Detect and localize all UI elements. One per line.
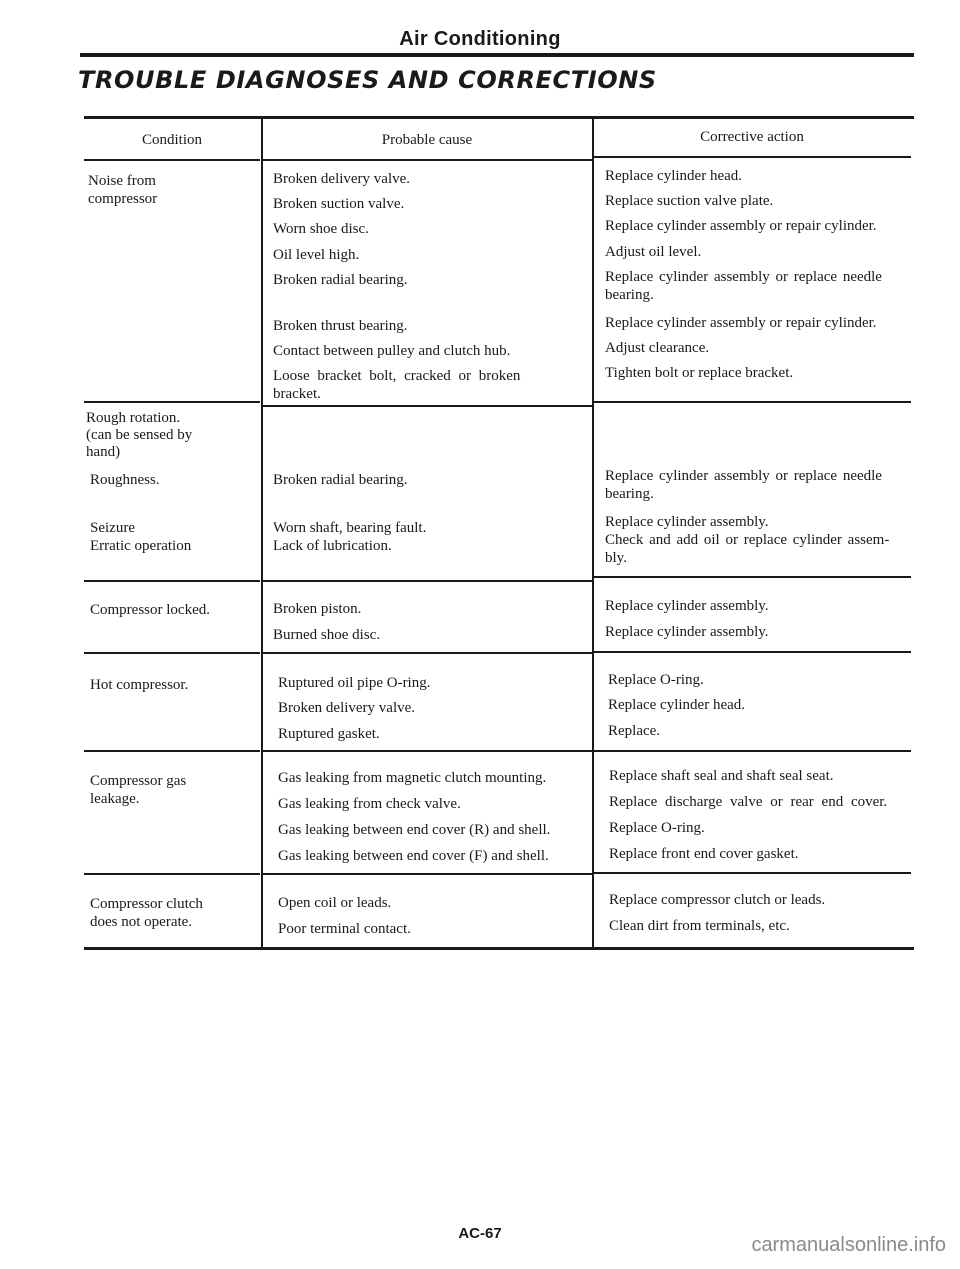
action-line: Clean dirt from terminals, etc. (609, 918, 790, 934)
condition-cell (88, 172, 157, 208)
action-line: Replace front end cover gasket. (609, 846, 799, 862)
row-rule (593, 872, 911, 874)
action-line: Replace cylinder assembly or replace needle (605, 269, 882, 285)
condition-line: Compressor locked. (90, 602, 210, 618)
section-title: Air Conditioning (399, 28, 561, 50)
row-rule (262, 159, 592, 161)
row-rule (262, 873, 592, 875)
action-line: Check and add oil or replace cylinder assem- (605, 532, 890, 548)
row-rule (262, 652, 592, 654)
action-line: Replace compressor clutch or leads. (609, 892, 826, 908)
table-top-rule (84, 116, 914, 119)
row-rule (593, 750, 911, 752)
condition-line: Compressor gas (90, 773, 187, 789)
cause-line: Loose bracket bolt, cracked or broken (273, 368, 521, 384)
cause-line: Broken delivery valve. (278, 700, 416, 716)
cause-line: Gas leaking from check valve. (278, 796, 461, 812)
cause-line: Gas leaking between end cover (R) and shell. (278, 822, 551, 838)
row-rule (593, 576, 911, 578)
cause-line: Broken radial bearing. (273, 472, 408, 488)
column-divider (261, 117, 263, 949)
condition-line: does not operate. (90, 914, 193, 930)
cause-line: Worn shaft, bearing fault. (273, 520, 427, 536)
condition-line: Rough rotation. (86, 410, 181, 426)
row-rule (262, 750, 592, 752)
condition-cell (90, 772, 186, 808)
action-line: Replace discharge valve or rear end cover. (609, 794, 888, 810)
cause-line: Gas leaking from magnetic clutch mounting. (278, 770, 547, 786)
cause-line: Gas leaking between end cover (F) and shell. (278, 848, 549, 864)
page-number: AC-67 (458, 1225, 502, 1242)
cause-line: Ruptured oil pipe O-ring. (278, 675, 431, 691)
column-divider (592, 117, 594, 949)
action-line: Replace shaft seal and shaft seal seat. (609, 768, 834, 784)
condition-cell (90, 601, 210, 619)
row-rule (84, 159, 260, 161)
cause-line: Oil level high. (273, 247, 360, 263)
cause-line: Open coil or leads. (278, 895, 392, 911)
action-line: Tighten bolt or replace bracket. (605, 365, 794, 381)
cause-line: Ruptured gasket. (278, 726, 380, 742)
row-rule (84, 873, 260, 875)
cause-line: Broken suction valve. (273, 196, 405, 212)
cause-line: Broken thrust bearing. (273, 318, 408, 334)
action-line: Replace cylinder assembly. (605, 598, 769, 614)
watermark-text: carmanualsonline.info (751, 1234, 946, 1256)
action-line: Replace suction valve plate. (605, 193, 774, 209)
action-line: Replace O-ring. (609, 820, 705, 836)
column-header-condition: Condition (141, 132, 202, 148)
condition-line: compressor (88, 191, 158, 207)
row-rule (84, 652, 260, 654)
row-rule (593, 651, 911, 653)
cause-line: Broken delivery valve. (273, 171, 411, 187)
row-rule (84, 580, 260, 582)
column-header-action: Corrective action (700, 129, 804, 145)
action-line: Replace cylinder assembly. (605, 514, 769, 530)
cause-line: Lack of lubrication. (273, 538, 392, 554)
cause-line: Contact between pulley and clutch hub. (273, 343, 511, 359)
condition-line: (can be sensed by (86, 427, 193, 443)
condition-cell (90, 676, 188, 694)
header-bottom-rule (593, 156, 911, 158)
condition-line: Hot compressor. (90, 677, 189, 693)
condition-line: Roughness. (90, 472, 160, 488)
action-line: Adjust oil level. (605, 244, 702, 260)
row-rule (84, 750, 260, 752)
row-rule (84, 401, 260, 403)
action-line: bearing. (605, 287, 654, 303)
action-line: Replace. (608, 723, 661, 739)
header-rule (80, 53, 914, 57)
condition-line: Noise from (88, 173, 156, 189)
condition-cell (90, 895, 203, 931)
row-rule (593, 401, 911, 403)
column-header-cause: Probable cause (381, 132, 473, 148)
condition-line: Erratic operation (90, 538, 192, 554)
condition-line: hand) (86, 444, 121, 460)
action-line: bearing. (605, 486, 654, 502)
cause-line: Broken radial bearing. (273, 272, 408, 288)
row-rule (262, 580, 592, 582)
cause-line: Poor terminal contact. (278, 921, 411, 937)
row-rule (262, 405, 592, 407)
cause-line: Worn shoe disc. (273, 221, 369, 237)
action-line: Replace O-ring. (608, 672, 704, 688)
action-line: bly. (605, 550, 627, 566)
condition-line: leakage. (90, 791, 140, 807)
action-line: Replace cylinder assembly. (605, 624, 769, 640)
condition-line: Compressor clutch (90, 896, 203, 912)
action-line: Replace cylinder assembly or replace needle (605, 468, 882, 484)
page-title: TROUBLE DIAGNOSES AND CORRECTIONS (78, 66, 657, 94)
action-line: Replace cylinder assembly or repair cylinder. (605, 218, 877, 234)
action-line: Adjust clearance. (605, 340, 710, 356)
condition-line: Seizure (90, 520, 135, 536)
cause-line: Broken piston. (273, 601, 362, 617)
action-line: Replace cylinder head. (605, 168, 743, 184)
action-line: Replace cylinder head. (608, 697, 746, 713)
cause-line: bracket. (273, 386, 321, 402)
table-bottom-rule (84, 947, 914, 950)
cause-line: Burned shoe disc. (273, 627, 381, 643)
action-line: Replace cylinder assembly or repair cylinder. (605, 315, 877, 331)
